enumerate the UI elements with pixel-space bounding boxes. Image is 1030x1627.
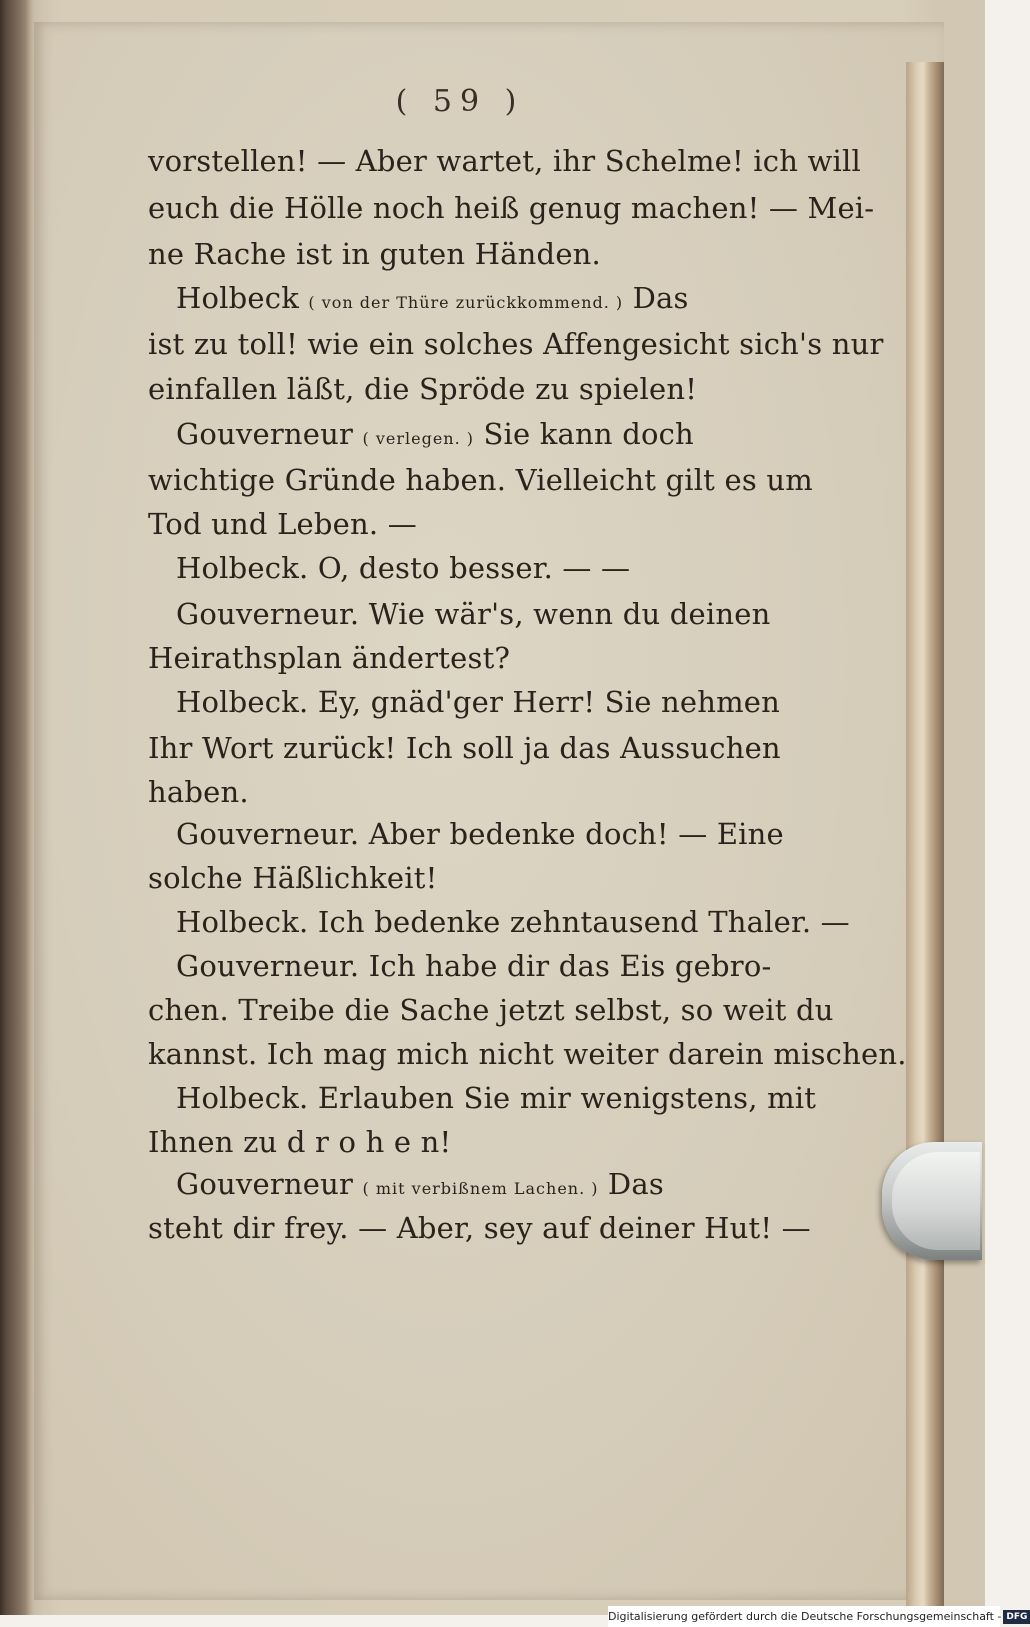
- stage-direction: ( von der Thüre zurückkommend. ): [308, 293, 624, 312]
- text-line: Gouverneur ( verlegen. ) Sie kann doch: [176, 417, 694, 451]
- speaker-name: Holbeck.: [176, 1081, 309, 1115]
- page-number: ( 59 ): [395, 84, 525, 119]
- text-line: vorstellen! — Aber wartet, ihr Schelme! ich will: [148, 144, 861, 178]
- speaker-name: Gouverneur: [176, 1167, 354, 1201]
- page-edge: [906, 62, 944, 1622]
- text-line: Ihr Wort zurück! Ich soll ja das Aussuchen: [148, 731, 781, 765]
- speaker-name: Holbeck.: [176, 685, 309, 719]
- text-line: Holbeck. O, desto besser. — —: [176, 551, 631, 585]
- speaker-name: Gouverneur: [176, 417, 354, 451]
- speaker-name: Holbeck: [176, 281, 299, 315]
- text-line: Gouverneur. Aber bedenke doch! — Eine: [176, 817, 784, 851]
- text-line: Gouverneur. Ich habe dir das Eis gebro-: [176, 949, 772, 983]
- text-line: wichtige Gründe haben. Vielleicht gilt es um: [148, 463, 813, 497]
- page-clip: [882, 1142, 982, 1260]
- text-line: Holbeck. Ich bedenke zehntausend Thaler. —: [176, 905, 850, 939]
- text-line: Holbeck. Ey, gnäd'ger Herr! Sie nehmen: [176, 685, 781, 719]
- text-line: solche Häßlichkeit!: [148, 861, 438, 895]
- speaker-name: Gouverneur.: [176, 597, 360, 631]
- speaker-name: Holbeck.: [176, 905, 309, 939]
- text-line: chen. Treibe die Sache jetzt selbst, so weit du: [148, 993, 834, 1027]
- text-line: einfallen läßt, die Spröde zu spielen!: [148, 372, 698, 406]
- digitization-footer: [608, 1606, 1028, 1627]
- dfg-logo: DFG: [1003, 1610, 1030, 1624]
- speaker-name: Gouverneur.: [176, 817, 360, 851]
- text-line: Gouverneur ( mit verbißnem Lachen. ) Das: [176, 1167, 664, 1201]
- text-line: Holbeck ( von der Thüre zurückkommend. ) Das: [176, 281, 689, 315]
- text-line: Holbeck. Erlauben Sie mir wenigstens, mit: [176, 1081, 817, 1115]
- text-line: Ihnen zu d r o h e n!: [148, 1125, 452, 1159]
- text-line: steht dir frey. — Aber, sey auf deiner Hut! —: [148, 1211, 811, 1245]
- stage-direction: ( verlegen. ): [362, 429, 475, 448]
- speaker-name: Gouverneur.: [176, 949, 360, 983]
- text-line: haben.: [148, 775, 249, 809]
- page-clip-inner: [892, 1152, 980, 1250]
- text-line: kannst. Ich mag mich nicht weiter darein mischen.: [148, 1037, 907, 1071]
- speaker-name: Holbeck.: [176, 551, 309, 585]
- text-line: euch die Hölle noch heiß genug machen! — Mei-: [148, 191, 875, 225]
- text-line: Gouverneur. Wie wär's, wenn du deinen: [176, 597, 771, 631]
- text-line: ne Rache ist in guten Händen.: [148, 237, 601, 271]
- stage-direction: ( mit verbißnem Lachen. ): [362, 1179, 599, 1198]
- text-line: ist zu toll! wie ein solches Affengesicht sich's nur: [148, 327, 884, 361]
- text-line: Heirathsplan ändertest?: [148, 641, 511, 675]
- text-line: Tod und Leben. —: [148, 507, 417, 541]
- footer-text: Digitalisierung gefördert durch die Deutsche Forschungsgemeinschaft -: [608, 1610, 1002, 1623]
